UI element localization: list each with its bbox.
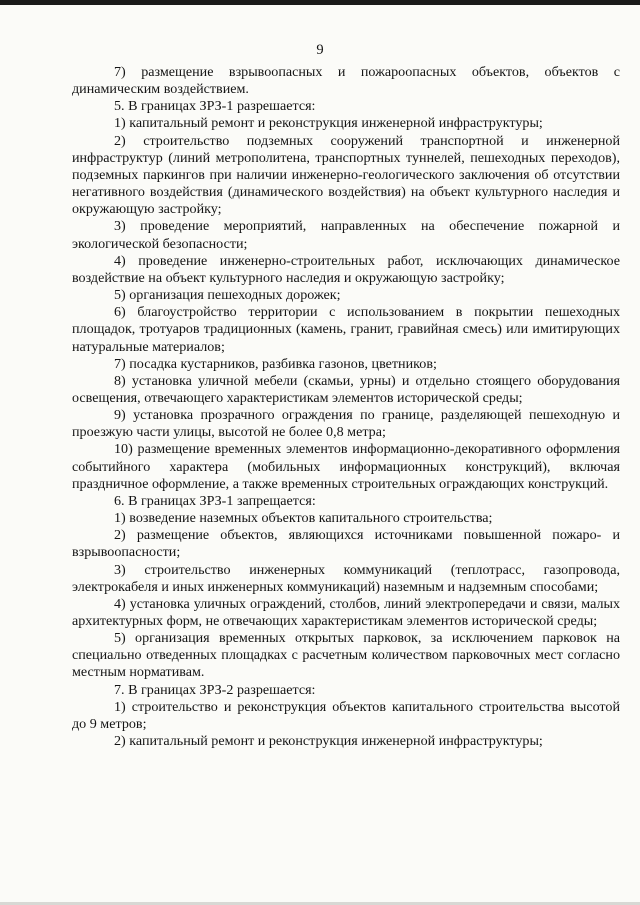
- paragraph: 10) размещение временных элементов информационно-декоративного оформления событийного характера (мобильных информационных конструкций), включая праздничное оформление, а также временных строительных ограждающих конструкций.: [72, 441, 620, 492]
- paragraph: 3) строительство инженерных коммуникаций (теплотрасс, газопровода, электрокабеля и иных инженерных коммуникаций) наземным и надземным способами;: [72, 561, 620, 595]
- paragraph: 6) благоустройство территории с использованием в покрытии пешеходных площадок, тротуаров традиционных (камень, гранит, гравийная смесь) или имитирующих натуральные материалов;: [72, 304, 620, 355]
- paragraph: 1) капитальный ремонт и реконструкция инженерной инфраструктуры;: [114, 115, 543, 132]
- paragraph: 2) размещение объектов, являющихся источниками повышенной пожаро- и взрывоопасности;: [72, 527, 620, 561]
- document-body: [72, 64, 620, 750]
- paragraph: 7) посадка кустарников, разбивка газонов, цветников;: [114, 355, 437, 372]
- paragraph: 8) установка уличной мебели (скамьи, урны) и отдельно стоящего оборудования освещения, отвечающего характеристикам элементов исторической среды;: [72, 372, 620, 406]
- paragraph: 5) организация временных открытых парковок, за исключением парковок на специально отведенных площадках с расчетным количеством парковочных мест согласно местным нормативам.: [72, 630, 620, 681]
- paragraph: 6. В границах ЗРЗ-1 запрещается:: [114, 492, 316, 509]
- paragraph: 7) размещение взрывоопасных и пожароопасных объектов, объектов с динамическим воздействием.: [72, 64, 620, 98]
- paragraph: 1) строительство и реконструкция объектов капитального строительства высотой до 9 метров;: [72, 698, 620, 732]
- paragraph: 1) возведение наземных объектов капитального строительства;: [114, 510, 493, 527]
- paragraph: 9) установка прозрачного ограждения по границе, разделяющей пешеходную и проезжую части улицы, высотой не более 0,8 метра;: [72, 407, 620, 441]
- paragraph: 4) установка уличных ограждений, столбов, линий электропередачи и связи, малых архитектурных форм, не отвечающих характеристикам элементов исторической среды;: [72, 595, 620, 629]
- page-number: 9: [316, 42, 324, 58]
- paragraph: 5. В границах ЗРЗ-1 разрешается:: [114, 98, 316, 115]
- paragraph: 7. В границах ЗРЗ-2 разрешается:: [114, 681, 316, 698]
- paragraph: 2) капитальный ремонт и реконструкция инженерной инфраструктуры;: [114, 733, 543, 750]
- paragraph: 3) проведение мероприятий, направленных на обеспечение пожарной и экологической безопасности;: [72, 218, 620, 252]
- scan-edge-top: [0, 0, 640, 5]
- paragraph: 2) строительство подземных сооружений транспортной и инженерной инфраструктур (линий метрополитена, транспортных туннелей, пешеходных переходов), подземных паркингов при наличии инженерно-геологического заключения об отсутствии негативного воздействия (динамического воздействия) на объект культурного наследия и окружающую застройку;: [72, 132, 620, 218]
- paragraph: 4) проведение инженерно-строительных работ, исключающих динамическое воздействие на объект культурного наследия и окружающую застройку;: [72, 252, 620, 286]
- paragraph: 5) организация пешеходных дорожек;: [114, 287, 341, 304]
